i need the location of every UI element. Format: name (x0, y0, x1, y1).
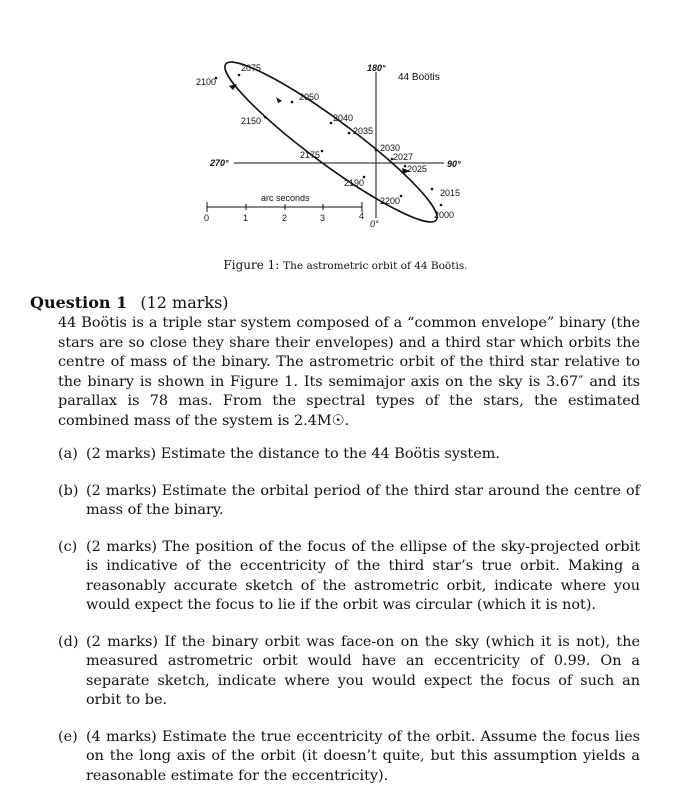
part-label: (d) (58, 633, 79, 650)
question-part (58, 482, 640, 521)
part-label: (a) (58, 446, 78, 462)
figure-caption (0, 258, 691, 272)
part-text: (2 marks) The position of the focus of the ellipse of the sky-projected orbit is indicative of the eccentricity of the third star’s true orbit. Making a reasonably accurate sketch of the astrometric orbit, indicate where you would expect the focus to lie if the orbit was circular (which it is not). (86, 538, 640, 613)
direction-arrow (276, 97, 282, 103)
part-label: (c) (58, 538, 78, 555)
epoch-label: 2075 (241, 63, 262, 73)
scale-tick-label: 3 (320, 213, 326, 223)
epoch-label: 2190 (344, 178, 365, 188)
epoch-label: 2150 (241, 116, 262, 126)
caption-text: The astrometric orbit of 44 Boötis. (283, 260, 468, 272)
epoch-point (400, 195, 403, 198)
epoch-label: 2035 (353, 126, 374, 136)
question-header (30, 293, 640, 312)
axis-label-bottom: 0° (370, 219, 379, 229)
epoch-point (238, 74, 241, 77)
epoch-label: 2040 (333, 113, 354, 123)
epoch-label: 2015 (440, 188, 461, 198)
part-text: (4 marks) Estimate the true eccentricity of the orbit. Assume the focus lies on the long axis of the orbit (it doesn’t quite, but this assumption yields a reasonable estimate for the eccentricity). (86, 728, 640, 784)
question-marks: (12 marks) (140, 293, 229, 312)
scale-tick-label: 4 (359, 211, 365, 221)
epoch-label: 2030 (380, 143, 401, 153)
epoch-point (348, 132, 351, 135)
question-parts (58, 445, 640, 786)
epoch-point (264, 116, 267, 119)
scale-tick-label: 2 (282, 213, 288, 223)
epoch-point (330, 122, 333, 125)
question-part (58, 633, 640, 711)
caption-label: Figure 1: (223, 258, 280, 272)
question-part (58, 538, 640, 616)
epoch-label: 2100 (196, 77, 217, 87)
epoch-label: 2027 (393, 152, 414, 162)
part-label: (b) (58, 482, 79, 499)
scale-tick-label: 1 (243, 213, 249, 223)
part-text: (2 marks) If the binary orbit was face-on on the sky (which it is not), the measured astrometric orbit would have an eccentricity of 0.99. On a separate sketch, indicate where you would expect the focus of such an orbit to be. (86, 633, 640, 708)
epoch-label: 2025 (407, 164, 428, 174)
question-part (58, 445, 640, 465)
epoch-point (404, 165, 407, 168)
epoch-label: 2200 (380, 196, 401, 206)
astrometric-orbit-figure (0, 0, 691, 258)
scale-bar (204, 193, 364, 223)
epoch-label: 2000 (434, 210, 455, 220)
question-title: Question 1 (30, 293, 128, 312)
question-body: 44 Boötis is a triple star system composed of a “common envelope” binary (the stars are so close they share their envelopes) and a third star which orbits the centre of mass of the binary. The astrometric orbit of the third star relative to the binary is shown in Figure 1. Its semimajor axis on the sky is 3.67″ and its parallax is 78 mas. From the spectral types of the stars, the estimated combined mass of the system is 2.4M☉. (58, 315, 640, 429)
epoch-point (440, 204, 443, 207)
axis-label-right: 90° (447, 159, 461, 169)
question-block (30, 293, 640, 803)
question-part (58, 728, 640, 787)
epoch-label: 2175 (300, 150, 321, 160)
axis-label-left: 270° (210, 158, 229, 168)
part-text: (2 marks) Estimate the orbital period of the third star around the centre of mass of the binary. (86, 482, 640, 518)
epoch-label: 2050 (299, 92, 320, 102)
scale-tick-label: 0 (204, 213, 210, 223)
scale-title: arc seconds (261, 193, 310, 203)
epoch-point (291, 101, 294, 104)
epoch-point (375, 149, 378, 152)
part-text: (2 marks) Estimate the distance to the 44 Boötis system. (86, 446, 500, 462)
epoch-marks (215, 74, 443, 207)
axis-label-top: 180° (367, 63, 386, 73)
epoch-point (321, 150, 324, 153)
star-name-label: 44 Boötis (398, 72, 440, 83)
epoch-point (431, 188, 434, 191)
part-label: (e) (58, 728, 78, 745)
